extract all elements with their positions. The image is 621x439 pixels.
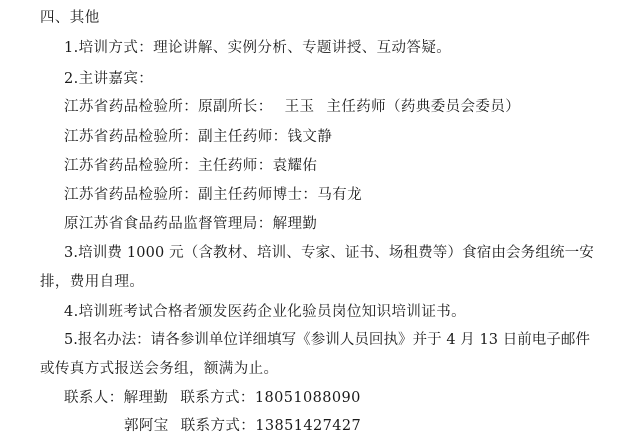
speaker-name: 马有龙 xyxy=(317,187,363,203)
contact-method-label: 联系方式： xyxy=(180,418,256,434)
fee-item-line2: 排，费用自理。 xyxy=(40,274,145,290)
speaker-line xyxy=(64,185,362,205)
speaker-name: 袁耀佑 xyxy=(272,158,318,174)
speaker-line xyxy=(64,127,332,147)
contact-phone: 13851427427 xyxy=(255,418,362,434)
speaker-org: 江苏省药品检验所： xyxy=(64,129,199,145)
section-heading: 四、其他 xyxy=(40,10,100,26)
speaker-title: 副主任药师博士： xyxy=(198,187,318,203)
speaker-name: 解理勤 xyxy=(272,216,318,232)
contact-name: 解理勤 xyxy=(123,390,169,406)
speaker-name: 钱文静 xyxy=(287,129,333,145)
speaker-title: 原副所长： xyxy=(198,99,273,115)
fee-item-line1: 3.培训费 1000 元（含教材、培训、专家、证书、场租费等）食宿由会务组统一安 xyxy=(64,245,594,261)
certificate-item: 4.培训班考试合格者颁发医药企业化验员岗位知识培训证书。 xyxy=(64,304,467,320)
contact-phone: 18051088090 xyxy=(254,390,361,406)
contact-line xyxy=(64,388,361,408)
training-method-item: 1.培训方式：理论讲解、实例分析、专题讲授、互动答疑。 xyxy=(64,40,452,56)
contact-line xyxy=(124,416,361,436)
registration-item-line2: 或传真方式报送会务组，额满为止。 xyxy=(40,361,279,377)
contact-name: 郭阿宝 xyxy=(124,418,169,434)
speaker-org: 原江苏省食品药品监督管理局： xyxy=(64,216,273,232)
speaker-org: 江苏省药品检验所： xyxy=(64,158,199,174)
registration-item-line1: 5.报名办法：请各参训单位详细填写《参训人员回执》并于 4 月 13 日前电子邮件 xyxy=(64,332,590,348)
speaker-title: 主任药师： xyxy=(198,158,273,174)
contact-label: 联系人： xyxy=(64,390,124,406)
speakers-heading: 2.主讲嘉宾： xyxy=(64,71,154,87)
speaker-line xyxy=(64,156,317,176)
speaker-line xyxy=(64,214,317,234)
speaker-name: 王玉 xyxy=(284,99,315,115)
speaker-org: 江苏省药品检验所： xyxy=(64,187,199,203)
speaker-note: 主任药师（药典委员会委员） xyxy=(326,99,521,115)
speaker-title: 副主任药师： xyxy=(198,129,288,145)
contact-method-label: 联系方式： xyxy=(180,390,255,406)
speaker-line xyxy=(64,97,520,117)
speaker-org: 江苏省药品检验所： xyxy=(64,99,199,115)
